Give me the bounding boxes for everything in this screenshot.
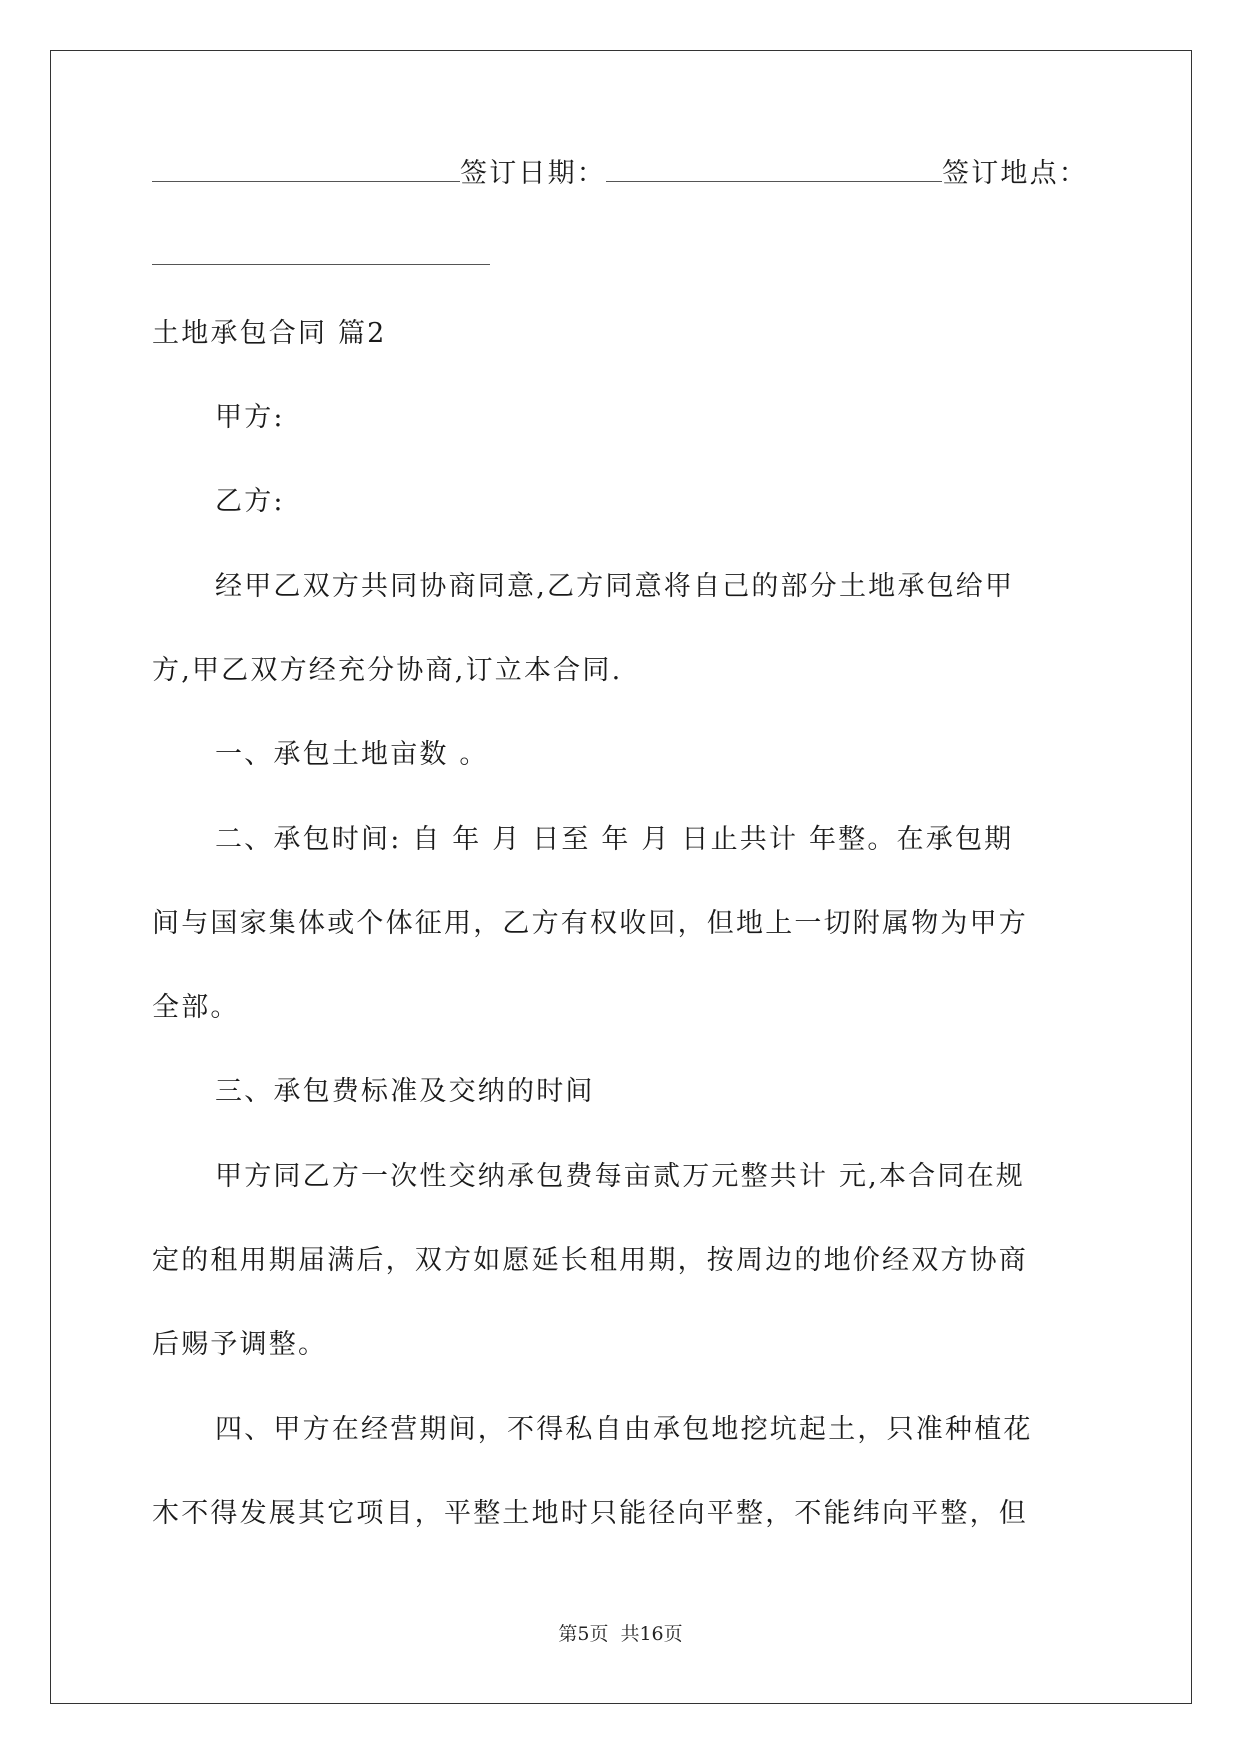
page-footer <box>0 1619 1241 1646</box>
page-number: 第5页 <box>558 1623 609 1645</box>
party-b-label: 乙方: <box>215 486 285 517</box>
page-frame <box>50 50 1192 1704</box>
paragraph-line: 木不得发展其它项目，平整土地时只能径向平整，不能纬向平整，但 <box>152 1498 1028 1529</box>
paragraph-line: 全部。 <box>152 992 240 1023</box>
sign-date-label: 签订日期： <box>460 158 606 189</box>
paragraph-line: 方,甲乙双方经充分协商,订立本合同. <box>152 655 623 686</box>
sign-date-blank <box>606 161 942 182</box>
clause-1: 一、承包土地亩数 。 <box>215 739 489 770</box>
paragraph-line: 间与国家集体或个体征用，乙方有权收回，但地上一切附属物为甲方 <box>152 908 1028 939</box>
sign-place-row <box>152 240 490 274</box>
clause-3-title: 三、承包费标准及交纳的时间 <box>215 1076 595 1107</box>
sign-place-blank <box>152 244 490 265</box>
sign-place-label: 签订地点： <box>942 158 1088 189</box>
signature-blank <box>152 161 460 182</box>
paragraph-line: 二、承包时间: 自 年 月 日至 年 月 日止共计 年整。在承包期 <box>215 824 1014 855</box>
paragraph-line: 四、甲方在经营期间，不得私自由承包地挖坑起土，只准种植花 <box>215 1414 1033 1445</box>
paragraph-line: 定的租用期届满后，双方如愿延长租用期，按周边的地价经双方协商 <box>152 1245 1028 1276</box>
contract-heading: 土地承包合同 篇2 <box>152 318 387 349</box>
paragraph-line: 甲方同乙方一次性交纳承包费每亩贰万元整共计 元,本合同在规 <box>215 1161 1025 1192</box>
paragraph-line: 经甲乙双方共同协商同意,乙方同意将自己的部分土地承包给甲 <box>215 571 1015 602</box>
page-total: 共16页 <box>620 1623 683 1645</box>
signature-row <box>152 157 1088 191</box>
paragraph-line: 后赐予调整。 <box>152 1329 328 1360</box>
party-a-label: 甲方: <box>215 402 285 433</box>
